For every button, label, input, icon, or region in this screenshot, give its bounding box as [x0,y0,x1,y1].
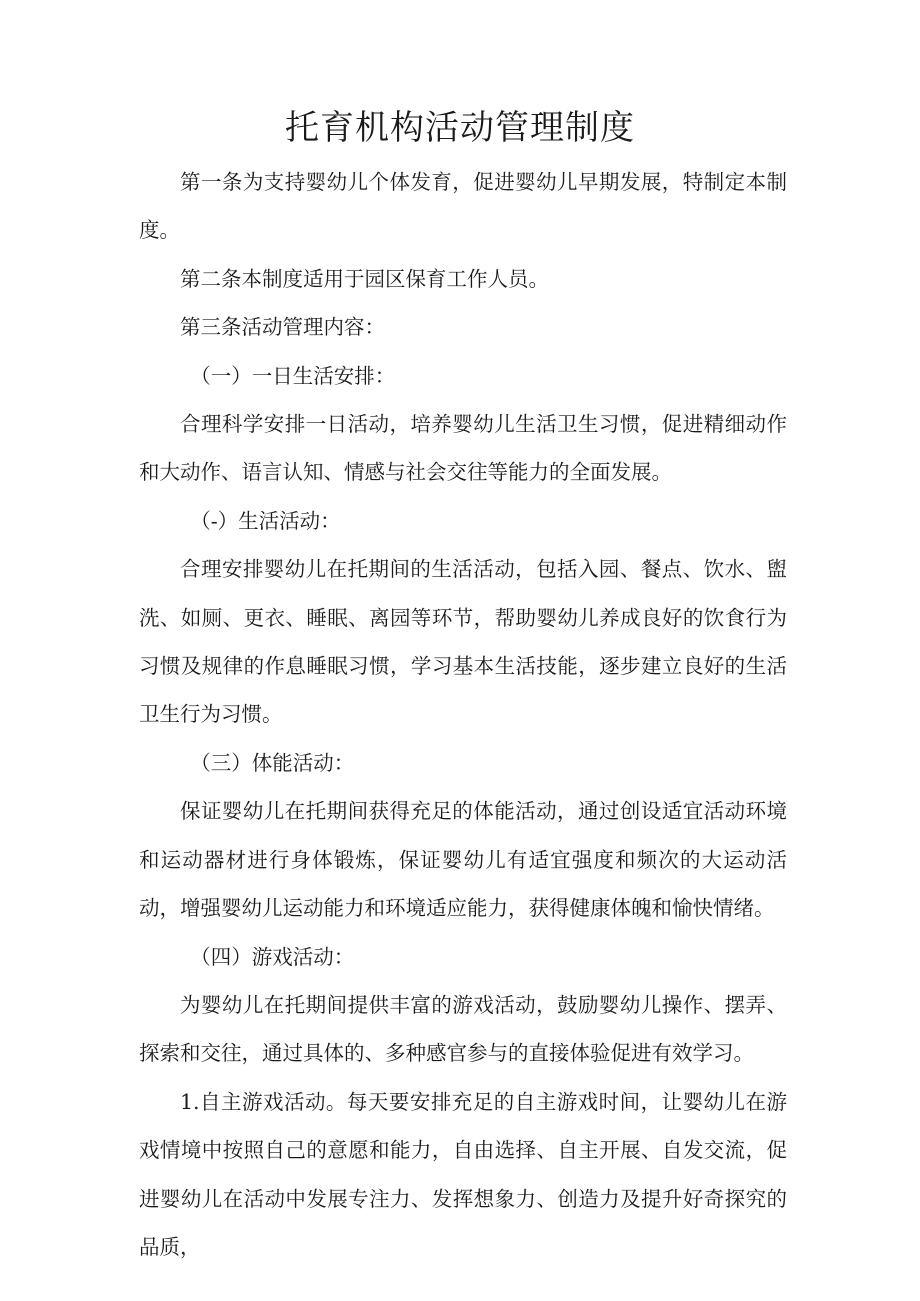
document-title: 托育机构活动管理制度 [285,108,635,148]
paragraph-game-activities: 为婴幼儿在托期间提供丰富的游戏活动，鼓励婴幼儿操作、摆弄、探索和交往，通过具体的、多种感官参与的直接体验促进有效学习。 [139,992,787,1066]
paragraph-article-1: 第一条为支持婴幼儿个体发育，促进婴幼儿早期发展，特制定本制度。 [139,170,787,243]
section-heading-game-activities: （四）游戏活动： [190,944,355,969]
paragraph-free-play: 1.自主游戏活动。每天要安排充足的自主游戏时间，让婴幼儿在游戏情境中按照自己的意愿和能力，自由选择、自主开展、自发交流，促进婴幼儿在活动中发展专注力、发挥想象力、创造力及提升好奇探究的品质， [139,1089,787,1259]
paragraph-life-activities: 合理安排婴幼儿在托期间的生活活动，包括入园、餐点、饮水、盥洗、如厕、更衣、睡眠、离园等环节，帮助婴幼儿养成良好的饮食行为习惯及规律的作息睡眠习惯，学习基本生活技能，逐步建立良好的生活卫生行为习惯。 [139,557,787,727]
paragraph-daily-schedule: 合理科学安排一日活动，培养婴幼儿生活卫生习惯，促进精细动作和大动作、语言认知、情感与社会交往等能力的全面发展。 [139,412,787,485]
section-heading-life-activities: （-）生活活动： [190,508,341,533]
section-heading-daily-schedule: （一）一日生活安排： [190,363,396,388]
section-heading-physical-activities: （三）体能活动： [190,750,355,775]
paragraph-article-2: 第二条本制度适用于园区保育工作人员。 [180,266,549,291]
paragraph-physical-activities: 保证婴幼儿在托期间获得充足的体能活动，通过创设适宜活动环境和运动器材进行身体锻炼，保证婴幼儿有适宜强度和频次的大运动活动，增强婴幼儿运动能力和环境适应能力，获得健康体魄和愉快情绪。 [139,799,787,921]
document-body [139,158,787,1271]
paragraph-article-3: 第三条活动管理内容： [180,315,385,340]
